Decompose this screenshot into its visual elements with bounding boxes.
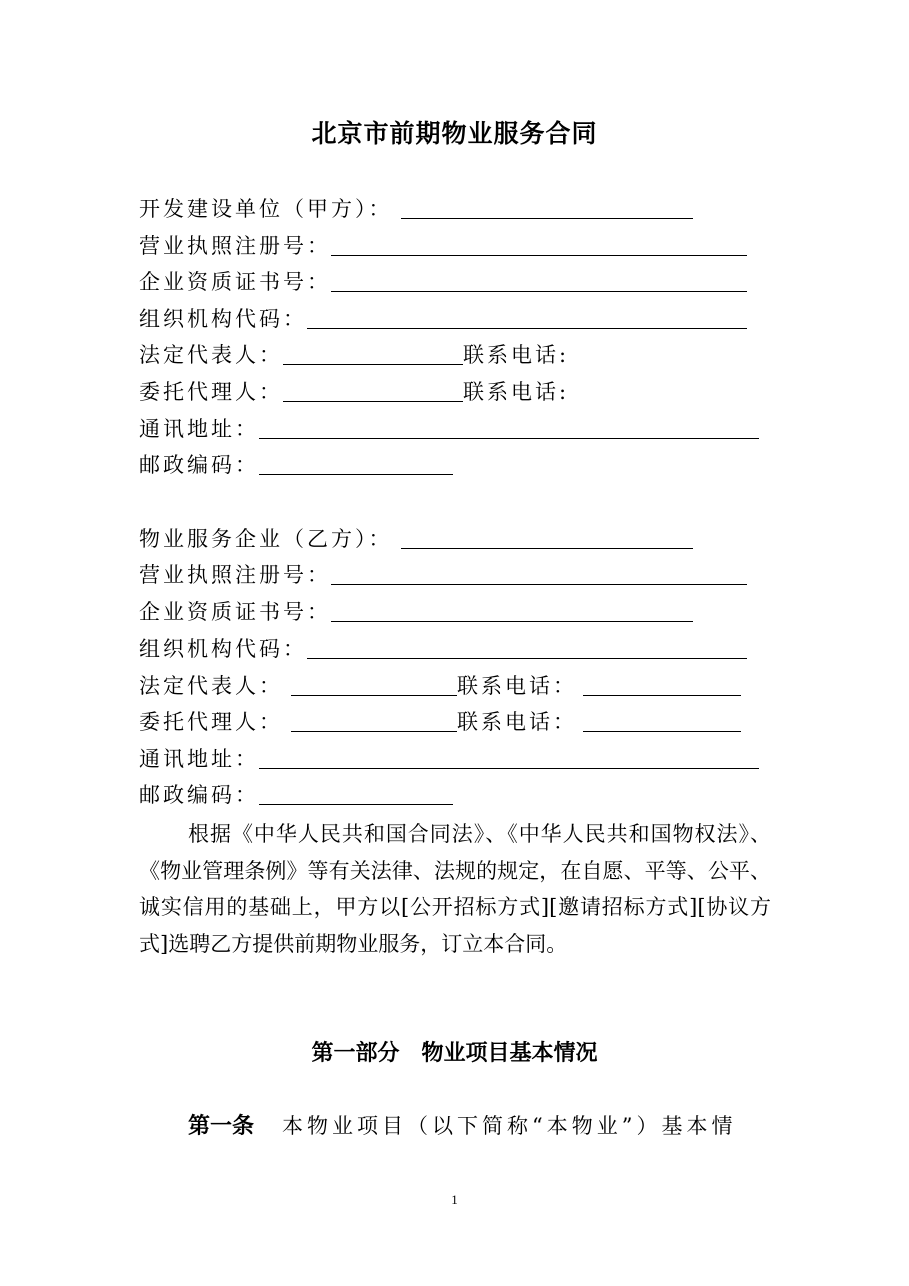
page-number: 1	[451, 1192, 458, 1207]
party-b-address-row	[139, 741, 759, 777]
party-b-org-code-blank[interactable]	[307, 631, 747, 659]
party-b-postcode-row	[139, 777, 453, 813]
party-b-license-row	[139, 557, 747, 593]
party-a-license-blank[interactable]	[331, 228, 747, 256]
party-a-legal-rep-row	[139, 337, 569, 373]
party-b-legal-rep-phone-blank[interactable]	[583, 668, 741, 696]
section-name: 物业项目基本情况	[421, 1040, 598, 1066]
party-b-agent-blank[interactable]	[291, 704, 457, 732]
document-title: 北京市前期物业服务合同	[311, 119, 598, 148]
party-b-postcode-blank[interactable]	[259, 777, 453, 805]
article-1	[188, 1108, 737, 1144]
party-a-address-row	[139, 411, 759, 447]
party-b-agent-row	[139, 704, 741, 740]
party-a-developer-blank[interactable]	[401, 191, 693, 219]
party-a-agent-phone-label: 联系电话:	[463, 380, 570, 404]
party-a-qualification-blank[interactable]	[331, 264, 747, 292]
party-b-license-blank[interactable]	[331, 557, 747, 585]
party-a-legal-rep-blank[interactable]	[283, 337, 463, 365]
section-heading	[0, 1035, 909, 1071]
party-b-address-blank[interactable]	[259, 741, 759, 769]
party-b-legal-rep-label: 法定代表人：	[139, 674, 283, 698]
party-a-address-label: 通讯地址：	[139, 417, 259, 441]
party-b-agent-label: 委托代理人：	[139, 710, 283, 734]
party-b-postcode-label: 邮政编码：	[139, 783, 259, 807]
party-a-agent-row	[139, 374, 569, 410]
party-a-developer-label: 开发建设单位（甲方）：	[139, 197, 393, 221]
party-b-company-blank[interactable]	[401, 521, 693, 549]
party-b-qualification-label: 企业资质证书号：	[139, 600, 331, 624]
party-b-qualification-blank[interactable]	[331, 594, 693, 622]
party-a-org-code-label: 组织机构代码：	[139, 307, 307, 331]
party-a-postcode-blank[interactable]	[259, 447, 453, 475]
party-a-postcode-label: 邮政编码：	[139, 453, 259, 477]
party-b-company-row	[139, 521, 693, 557]
party-b-address-label: 通讯地址：	[139, 747, 259, 771]
section-part: 第一部分	[311, 1040, 400, 1066]
article-text: 本物业项目（以下简称“本物业”）基本情	[282, 1114, 737, 1138]
party-a-agent-label: 委托代理人：	[139, 380, 283, 404]
party-a-org-code-blank[interactable]	[307, 301, 747, 329]
article-heading: 第一条	[188, 1113, 255, 1139]
party-b-org-code-row	[139, 631, 747, 667]
party-a-legal-rep-label: 法定代表人：	[139, 343, 283, 367]
party-a-qualification-label: 企业资质证书号：	[139, 270, 331, 294]
party-a-qualification-row	[139, 264, 747, 300]
party-b-legal-rep-row	[139, 668, 741, 704]
party-b-legal-rep-blank[interactable]	[291, 668, 457, 696]
party-a-agent-blank[interactable]	[283, 374, 463, 402]
intro-text: 根据《中华人民共和国合同法》、《中华人民共和国物权法》、《物业管理条例》等有关法律、法规的规定，在自愿、平等、公平、诚实信用的基础上，甲方以[公开招标方式][邀请招标方式][协议方式]选聘乙方提供前期物业服务，订立本合同。	[139, 822, 771, 956]
party-a-developer-row	[139, 191, 693, 227]
party-b-org-code-label: 组织机构代码：	[139, 637, 307, 661]
party-b-qualification-row	[139, 594, 693, 630]
intro-paragraph	[139, 816, 771, 962]
party-b-license-label: 营业执照注册号：	[139, 563, 331, 587]
party-a-postcode-row	[139, 447, 453, 483]
party-a-license-label: 营业执照注册号：	[139, 234, 331, 258]
party-a-legal-rep-phone-label: 联系电话:	[463, 343, 570, 367]
party-a-license-row	[139, 228, 747, 264]
party-b-agent-phone-label: 联系电话：	[457, 710, 577, 734]
party-a-address-blank[interactable]	[259, 411, 759, 439]
party-b-legal-rep-phone-label: 联系电话：	[457, 674, 577, 698]
party-b-agent-phone-blank[interactable]	[583, 704, 741, 732]
party-a-org-code-row	[139, 301, 747, 337]
party-b-company-label: 物业服务企业（乙方）：	[139, 527, 393, 551]
